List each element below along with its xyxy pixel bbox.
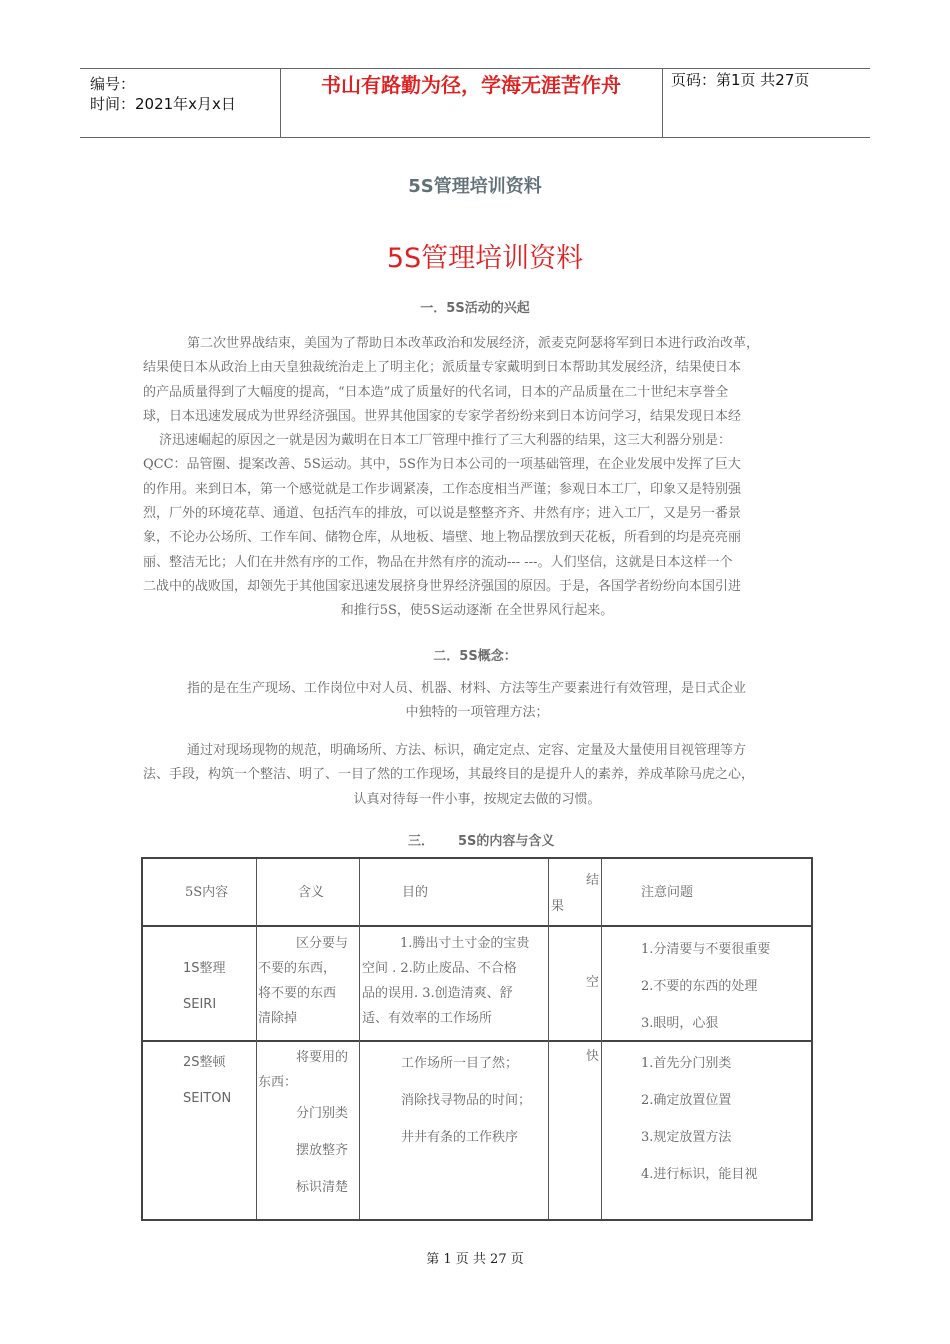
table-row-2-notes <box>641 1045 757 1193</box>
table-row-2-result: 快 <box>586 1049 600 1064</box>
table-row-1-content <box>183 951 226 1023</box>
cell-line: 3.眼明，心狠 <box>641 1016 719 1031</box>
cell-line: 1.腾出寸土寸金的宝贵 <box>400 936 530 951</box>
cell-line: SEIRI <box>183 997 217 1012</box>
table-row-2-content <box>183 1045 231 1117</box>
paragraph-line: 和推行5S，使5S运动逐渐 在全世界风行起来。 <box>340 603 614 619</box>
cell-line: 消除找寻物品的时间； <box>401 1093 532 1108</box>
table-row-1-purpose <box>362 931 529 1031</box>
cell-line: 清除掉 <box>258 1011 298 1026</box>
paragraph-line: 济迅速崛起的原因之一就是因为戴明在日本工厂管理中推行了三大利器的结果，这三大利器分别是： <box>159 433 732 449</box>
section-heading-concept: 二．5S概念： <box>433 649 517 664</box>
cell-line: SEITON <box>183 1091 232 1106</box>
cell-line: 2.确定放置位置 <box>641 1093 732 1108</box>
paragraph-line: 通过对现场现物的规范，明确场所、方法、标识，确定定点、定容、定量及大量使用目视管理等方 <box>187 743 747 758</box>
paragraph-line: 球，日本迅速发展成为世界经济强国。世界其他国家的专家学者纷纷来到日本访问学习，结果发现日本经 <box>143 408 742 424</box>
cell-line: 井井有条的工作秩序 <box>401 1130 519 1145</box>
document-title: 5S管理培训资料 <box>408 176 542 197</box>
5s-content-table <box>141 857 813 1221</box>
table-column-divider <box>359 859 360 1219</box>
paragraph-line: 结果使日本从政治上由天皇独裁统治走上了明主化；派质量专家戴明到日本帮助其发展经济，结果使日本 <box>143 360 742 376</box>
cell-line: 不要的东西， <box>258 961 337 976</box>
paragraph-line: 的产品质量得到了大幅度的提高，“日本造”成了质量好的代名词，日本的产品质量在二十世纪末享誉全 <box>143 384 729 400</box>
cell-line: 4.进行标识，能目视 <box>641 1167 758 1182</box>
paragraph-line: 的作用。来到日本，第一个感觉就是工作步调紧凑，工作态度相当严谨；参观日本工厂，印象又是特别强 <box>143 481 742 497</box>
cell-line: 将要用的 <box>296 1050 349 1065</box>
cell-line: 东西： <box>258 1075 298 1090</box>
paragraph-line: 象，不论办公场所、工作车间、储物仓库，从地板、墙壁、地上物品摆放到天花板，所看到的均是亮亮丽 <box>143 530 742 546</box>
paragraph-line: 第二次世界战结束，美国为了帮助日本改革政治和发展经济，派麦克阿瑟将军到日本进行政治改革， <box>187 336 760 351</box>
header-left-cell <box>80 69 281 137</box>
table-header-result-bottom: 果 <box>551 899 565 914</box>
paragraph-line: 认真对待每一件小事，按规定去做的习惯。 <box>353 791 601 807</box>
table-row-2-purpose <box>401 1045 531 1156</box>
table-row-2-meaning <box>258 1045 348 1206</box>
table-row-divider <box>143 925 811 927</box>
page-header <box>80 68 870 138</box>
table-header-notes: 注意问题 <box>641 885 694 900</box>
section-heading-origin: 一．5S活动的兴起 <box>420 301 530 316</box>
main-title: 5S管理培训资料 <box>386 243 584 274</box>
paragraph-line: 丽、整洁无比；人们在井然有序的工作，物品在井然有序的流动--- ---。人们坚信，这就是日本这样一个 <box>143 554 733 570</box>
cell-line: 1.分清要与不要很重要 <box>641 942 771 957</box>
cell-line: 3.规定放置方法 <box>641 1130 732 1145</box>
table-column-divider <box>548 859 549 1219</box>
table-header-content: 5S内容 <box>185 885 229 900</box>
table-row-1-notes <box>641 931 770 1042</box>
table-row-1-result: 空 <box>586 975 600 990</box>
table-header-meaning: 含义 <box>298 885 325 900</box>
cell-line: 分门别类 <box>296 1106 349 1121</box>
page-number-label: 页码：第1页 共27页 <box>671 71 810 89</box>
section-origin-paragraph <box>143 332 811 624</box>
table-column-divider <box>256 859 257 1219</box>
table-row-1-meaning <box>258 931 348 1031</box>
table-header-result-top: 结 <box>586 873 600 888</box>
cell-line: 1.首先分门别类 <box>641 1056 732 1071</box>
date-label: 时间：2021年x月x日 <box>90 95 236 113</box>
cell-line: 适、有效率的工作场所 <box>362 1011 493 1026</box>
header-right-cell <box>662 69 871 137</box>
table-header-purpose: 目的 <box>402 885 429 900</box>
table-column-divider <box>601 859 602 1219</box>
cell-line: 工作场所一目了然； <box>401 1056 519 1071</box>
cell-line: 标识清楚 <box>296 1180 349 1195</box>
paragraph-line: QCC：品管圈、提案改善、5S运动。其中，5S作为日本公司的一项基础管理，在企业发展中发挥了巨大 <box>143 457 741 473</box>
paragraph-line: 指的是在生产现场、工作岗位中对人员、机器、材料、方法等生产要素进行有效管理，是日式企业 <box>187 681 747 696</box>
serial-number-label: 编号： <box>90 75 136 93</box>
cell-line: 品的误用. 3.创造清爽、舒 <box>362 986 513 1001</box>
cell-line: 将不要的东西 <box>258 986 337 1001</box>
header-motto: 书山有路勤为径，学海无涯苦作舟 <box>321 73 621 97</box>
paragraph-line: 法、手段，构筑一个整洁、明了、一目了然的工作现场，其最终目的是提升人的素养，养成革除马虎之心， <box>143 767 755 783</box>
paragraph-line: 中独特的一项管理方法； <box>405 705 549 721</box>
cell-line: 空间 . 2.防止废品、不合格 <box>362 961 517 976</box>
section-heading-contents-number: 三． <box>408 834 435 849</box>
cell-line: 1S整理 <box>183 961 226 976</box>
paragraph-line: 二战中的战败国，却领先于其他国家迅速发展挤身世界经济强国的原因。于是，各国学者纷纷向本国引进 <box>143 578 742 594</box>
concept-paragraph-1 <box>143 677 811 726</box>
cell-line: 2S整顿 <box>183 1055 226 1070</box>
cell-line: 摆放整齐 <box>296 1143 349 1158</box>
cell-line: 2.不要的东西的处理 <box>641 979 758 994</box>
page-footer: 第 1 页 共 27 页 <box>426 1252 524 1267</box>
cell-line: 区分要与 <box>296 936 349 951</box>
section-heading-contents: 5S的内容与含义 <box>458 834 555 849</box>
paragraph-line: 烈，厂外的环境花草、通道、包括汽车的排放，可以说是整整齐齐、井然有序；进入工厂，又是另一番景 <box>143 506 742 522</box>
concept-paragraph-2 <box>143 739 811 812</box>
